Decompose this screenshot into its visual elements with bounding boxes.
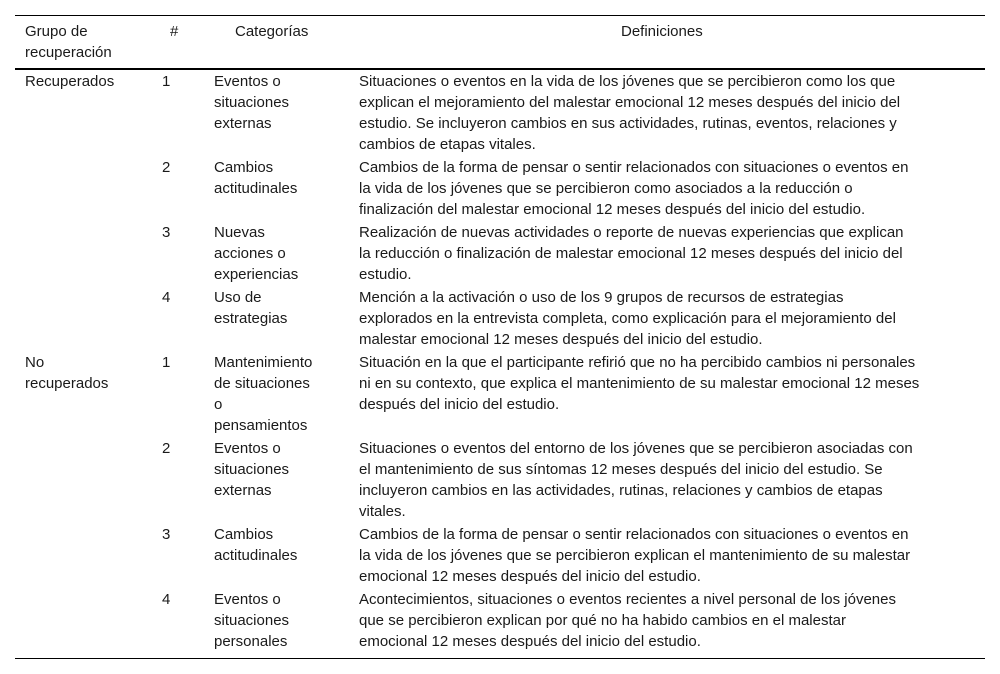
row-definition: Acontecimientos, situaciones o eventos recientes a nivel personal de los jóvenes que se percibieron explican por qué no ha habido cambios en el malestar emocional 12 meses después del inicio del estudio. [359,591,896,650]
header-definiciones: Definiciones [621,23,703,40]
table-header-rule [15,68,985,70]
row-category: Mantenimiento de situaciones o pensamientos [214,354,313,434]
table-bottom-rule [15,658,985,659]
group-label: No recuperados [25,354,109,392]
group-label: Recuperados [25,73,115,90]
header-categorias: Categorías [235,23,309,40]
table-top-rule [15,15,985,16]
row-number: 2 [162,159,171,176]
header-grupo: Grupo de recuperación [25,23,112,61]
row-definition: Realización de nuevas actividades o reporte de nuevas experiencias que explican la reducción o finalización de malestar emocional 12 meses después del inicio del estudio. [359,224,904,283]
row-number: 1 [162,73,171,90]
row-number: 3 [162,224,171,241]
row-category: Cambios actitudinales [214,526,298,564]
row-category: Eventos o situaciones personales [214,591,290,650]
row-definition: Cambios de la forma de pensar o sentir relacionados con situaciones o eventos en la vida de los jóvenes que se percibieron explican el mantenimiento de su malestar emocional 12 meses después del inicio del estudio. [359,526,911,585]
row-number: 4 [162,591,171,608]
row-category: Uso de estrategias [214,289,288,327]
row-definition: Situación en la que el participante refirió que no ha percibido cambios ni personales ni en su contexto, que explica el mantenimiento de su malestar emocional 12 meses después del inicio del estudio. [359,354,920,413]
row-definition: Mención a la activación o uso de los 9 grupos de recursos de estrategias explorados en la entrevista completa, como explicación para el mejoramiento del malestar emocional 12 meses después del inicio del estudio. [359,289,896,348]
header-num: # [170,23,179,40]
row-category: Eventos o situaciones externas [214,73,290,132]
row-definition: Situaciones o eventos del entorno de los jóvenes que se percibieron asociadas con el mantenimiento de sus síntomas 12 meses después del inicio del estudio. Se incluyeron cambios en las actividades, rutinas, relaciones y cambios de etapas vitales. [359,440,913,520]
row-number: 3 [162,526,171,543]
row-category: Cambios actitudinales [214,159,298,197]
row-category: Eventos o situaciones externas [214,440,290,499]
row-category: Nuevas acciones o experiencias [214,224,299,283]
row-number: 2 [162,440,171,457]
row-number: 1 [162,354,171,371]
row-definition: Cambios de la forma de pensar o sentir relacionados con situaciones o eventos en la vida de los jóvenes que se percibieron como asociados a la reducción o finalización del malestar emocional 12 meses después del inicio del estudio. [359,159,909,218]
row-number: 4 [162,289,171,306]
row-definition: Situaciones o eventos en la vida de los jóvenes que se percibieron como los que explican el mejoramiento del malestar emocional 12 meses después del inicio del estudio. Se incluyeron cambios en sus actividades, rutinas, eventos, relaciones y cambios de etapas vitales. [359,73,901,153]
